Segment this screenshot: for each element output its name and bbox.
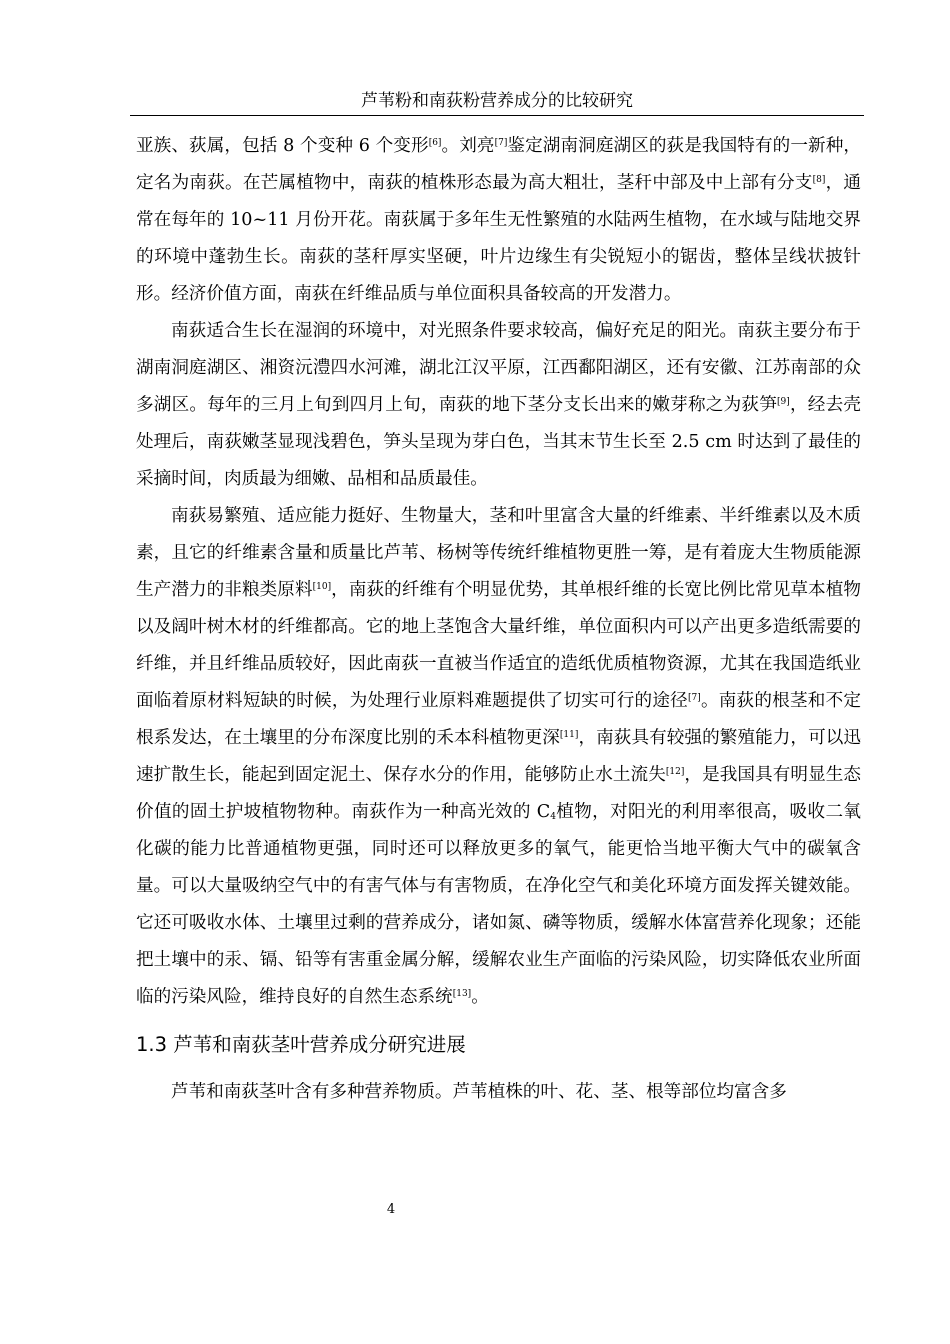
paragraph-3 (136, 498, 861, 1016)
text-run: 鉴定湖南洞庭湖区的荻是我国特有的一新种，定名为南荻。在芒属植物中，南荻的植株形态最为高大粗壮，茎秆中部及中上部有分支 (136, 136, 861, 193)
running-header: 芦苇粉和南荻粉营养成分的比较研究 (130, 88, 864, 116)
paragraph-4: 芦苇和南荻茎叶含有多种营养物质。芦苇植株的叶、花、茎、根等部位均富含多 (171, 1082, 787, 1102)
paragraph-1 (136, 128, 861, 313)
text-run: 亚族、荻属，包括 8 个变种 6 个变形 (136, 136, 429, 156)
citation-ref: [7] (687, 693, 701, 703)
text-run: 植物，对阳光的利用率很高，吸收二氧化碳的能力比普通植物更强，同时还可以释放更多的氧气，能更恰当地平衡大气中的碳氧含量。可以大量吸纳空气中的有害气体与有害物质，在净化空气和美化环境方面发挥关键效能。它还可吸收水体、土壤里过剩的营养成分，诸如氮、磷等物质，缓解水体富营养化现象；还能把土壤中的汞、镉、铅等有害重金属分解，缓解农业生产面临的污染风险，切实降低农业所面临的污染风险，维持良好的自然生态系统 (136, 802, 861, 1007)
text-run: 南荻易繁殖、适应能力挺好、生物量大，茎和叶里富含大量的纤维素、半纤维素以及木质素，且它的纤维素含量和质量比芦苇、杨树等传统纤维植物更胜一筹，是有着庞大生物质能源生产潜力的非粮类原料 (136, 506, 861, 600)
text-run: 。刘亮 (441, 136, 495, 156)
text-run: ，南荻具有较强的繁殖能力，可以迅速扩散生长，能起到固定泥土、保存水分的作用，能够防止水土流失 (136, 728, 861, 785)
citation-ref: [7] (494, 138, 508, 148)
citation-ref: [12] (665, 767, 685, 777)
citation-ref: [13] (452, 989, 472, 999)
text-run: ，经去壳处理后，南荻嫩茎显现浅碧色，笋头呈现为芽白色，当其末节生长至 2.5 cm 时达到了最佳的采摘时间，肉质最为细嫩、品相和品质最佳。 (136, 395, 861, 489)
text-run: ，南荻的纤维有个明显优势，其单根纤维的长宽比例比常见草本植物以及阔叶树木材的纤维都高。它的地上茎饱含大量纤维，单位面积内可以产出更多造纸需要的纤维，并且纤维品质较好，因此南荻一直被当作适宜的造纸优质植物资源，尤其在我国造纸业面临着原材料短缺的时候，为处理行业原料难题提供了切实可行的途径 (136, 580, 861, 711)
text-run: ，是我国具有明显生态价值的固土护坡植物物种。南荻作为一种高光效的 C (136, 765, 861, 822)
page-number: 4 (386, 1202, 396, 1217)
text-run: 。南荻的根茎和不定根系发达，在土壤里的分布深度比别的禾本科植物更深 (136, 691, 861, 748)
subscript: 4 (550, 812, 556, 822)
citation-ref: [6] (428, 138, 442, 148)
section-heading: 1.3 芦苇和南荻茎叶营养成分研究进展 (136, 1033, 466, 1056)
text-run: 。 (471, 987, 489, 1007)
citation-ref: [8] (812, 175, 826, 185)
citation-ref: [10] (312, 582, 332, 592)
paragraph-2 (136, 313, 861, 498)
body-text (136, 128, 861, 1111)
citation-ref: [11] (559, 730, 579, 740)
text-run: 南荻适合生长在湿润的环境中，对光照条件要求较高，偏好充足的阳光。南荻主要分布于湖南洞庭湖区、湘资沅澧四水河滩，湖北江汉平原，江西鄱阳湖区，还有安徽、江苏南部的众多湖区。每年的三月上旬到四月上旬，南荻的地下茎分支长出来的嫩芽称之为荻笋 (136, 321, 861, 415)
citation-ref: [9] (777, 397, 790, 407)
text-run: ，通常在每年的 10~11 月份开花。南荻属于多年生无性繁殖的水陆两生植物，在水域与陆地交界的环境中蓬勃生长。南荻的茎秆厚实坚硬，叶片边缘生有尖锐短小的锯齿，整体呈线状披针形。经济价值方面，南荻在纤维品质与单位面积具备较高的开发潜力。 (136, 173, 861, 304)
